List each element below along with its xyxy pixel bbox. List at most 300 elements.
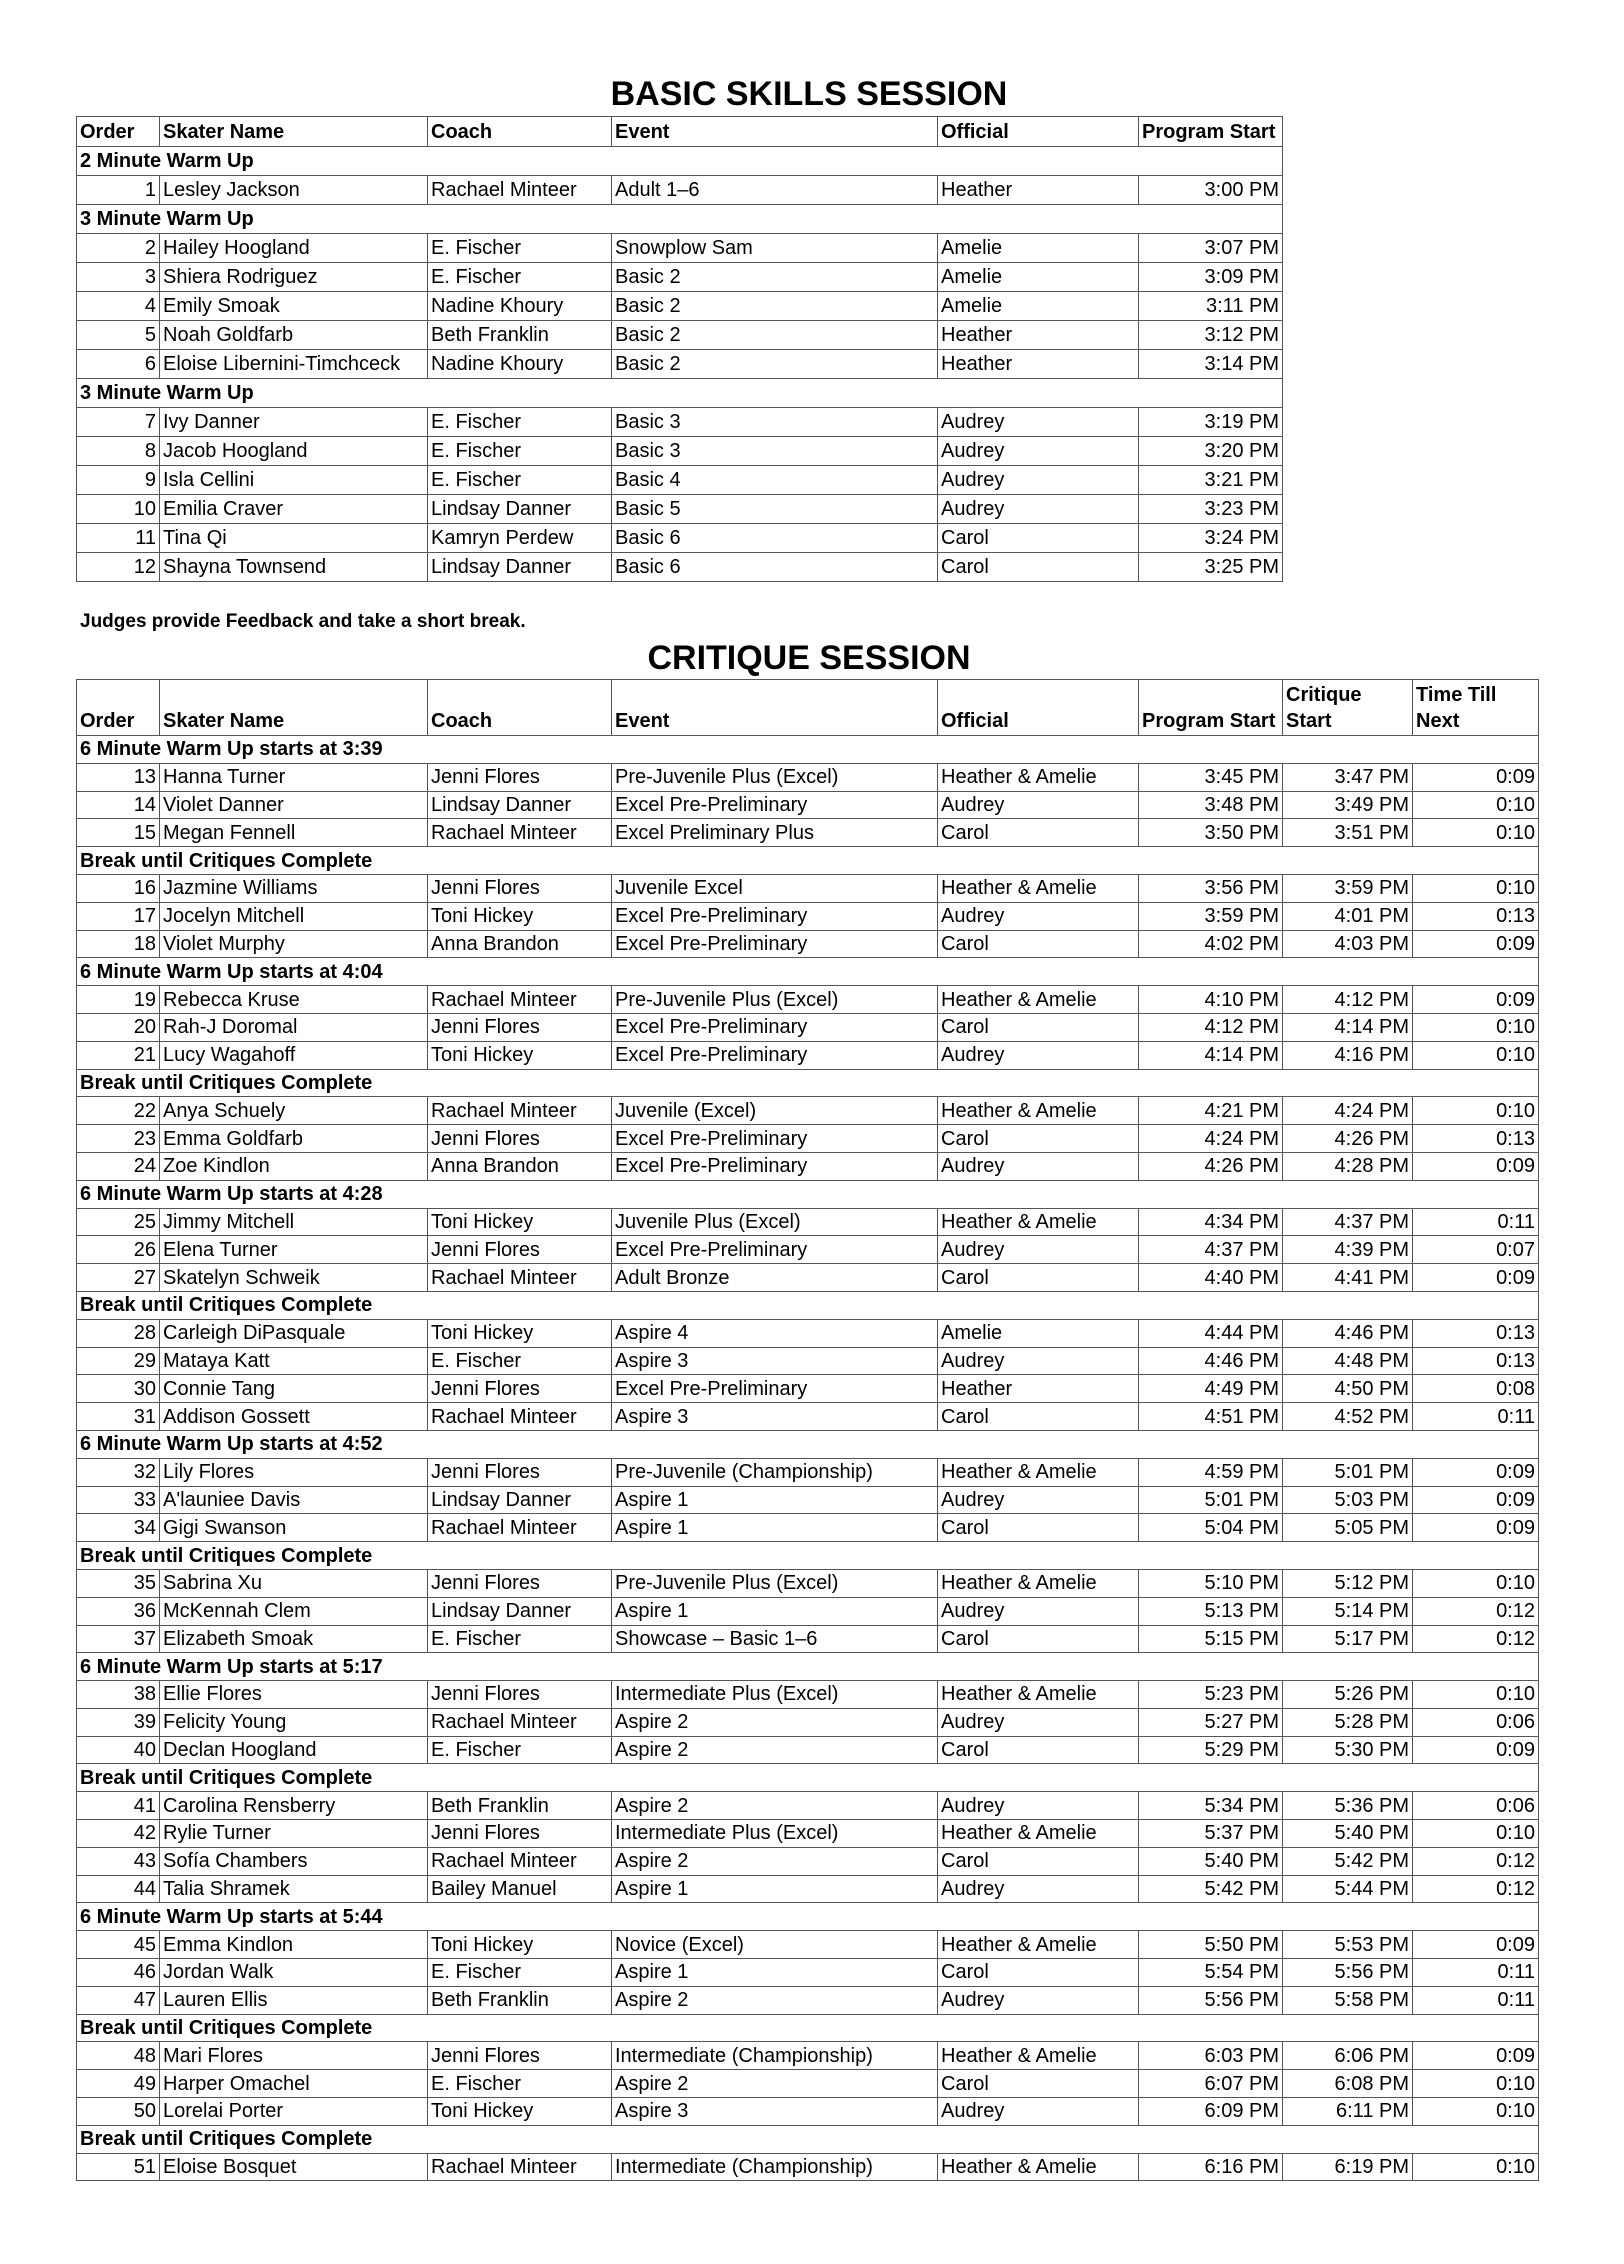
time-till-next-cell: 0:06 <box>1413 1708 1539 1736</box>
order-cell: 38 <box>77 1681 160 1709</box>
col-header-coach: Coach <box>428 680 612 736</box>
time-till-next-cell: 0:09 <box>1413 2042 1539 2070</box>
coach-cell: E. Fischer <box>428 234 612 263</box>
coach-cell: Jenni Flores <box>428 874 612 902</box>
critique-start-cell: 3:59 PM <box>1283 874 1413 902</box>
program-start-cell: 5:15 PM <box>1139 1625 1283 1653</box>
time-till-next-cell: 0:10 <box>1413 791 1539 819</box>
table-header-row <box>77 117 1283 147</box>
time-till-next-cell: 0:12 <box>1413 1597 1539 1625</box>
coach-cell: Bailey Manuel <box>428 1875 612 1903</box>
skater-name-cell: Elena Turner <box>160 1236 428 1264</box>
table-row <box>77 321 1283 350</box>
program-start-cell: 4:40 PM <box>1139 1264 1283 1292</box>
table-row <box>77 466 1283 495</box>
official-cell: Heather & Amelie <box>938 2042 1139 2070</box>
official-cell: Carol <box>938 1625 1139 1653</box>
warm-up-label: 6 Minute Warm Up starts at 3:39 <box>77 736 1539 764</box>
warm-up-label: 6 Minute Warm Up starts at 5:44 <box>77 1903 1539 1931</box>
table-row <box>77 930 1539 958</box>
order-cell: 40 <box>77 1736 160 1764</box>
official-cell: Amelie <box>938 234 1139 263</box>
critique-start-cell: 4:52 PM <box>1283 1403 1413 1431</box>
program-start-cell: 5:42 PM <box>1139 1875 1283 1903</box>
event-cell: Aspire 2 <box>612 1792 938 1820</box>
coach-cell: Jenni Flores <box>428 1681 612 1709</box>
program-start-cell: 5:40 PM <box>1139 1847 1283 1875</box>
coach-cell: Lindsay Danner <box>428 791 612 819</box>
critique-start-cell: 4:16 PM <box>1283 1041 1413 1069</box>
official-cell: Heather & Amelie <box>938 874 1139 902</box>
coach-cell: Rachael Minteer <box>428 1097 612 1125</box>
coach-cell: Jenni Flores <box>428 1458 612 1486</box>
program-start-cell: 5:50 PM <box>1139 1931 1283 1959</box>
skater-name-cell: Harper Omachel <box>160 2070 428 2098</box>
skater-name-cell: Isla Cellini <box>160 466 428 495</box>
critique-start-cell: 4:39 PM <box>1283 1236 1413 1264</box>
table-row <box>77 1375 1539 1403</box>
program-start-cell: 5:34 PM <box>1139 1792 1283 1820</box>
official-cell: Heather & Amelie <box>938 763 1139 791</box>
critique-start-cell: 5:28 PM <box>1283 1708 1413 1736</box>
table-row <box>77 1736 1539 1764</box>
col-header-program-start: Program Start <box>1139 117 1283 147</box>
order-cell: 11 <box>77 524 160 553</box>
program-start-cell: 4:21 PM <box>1139 1097 1283 1125</box>
official-cell: Carol <box>938 1013 1139 1041</box>
time-till-next-cell: 0:10 <box>1413 819 1539 847</box>
time-till-next-cell: 0:09 <box>1413 1152 1539 1180</box>
skater-name-cell: Elizabeth Smoak <box>160 1625 428 1653</box>
program-start-cell: 4:49 PM <box>1139 1375 1283 1403</box>
event-cell: Aspire 2 <box>612 2070 938 2098</box>
program-start-cell: 3:21 PM <box>1139 466 1283 495</box>
program-start-cell: 5:56 PM <box>1139 1986 1283 2014</box>
event-cell: Basic 2 <box>612 263 938 292</box>
table-row <box>77 763 1539 791</box>
col-header-event: Event <box>612 117 938 147</box>
order-cell: 46 <box>77 1959 160 1987</box>
skater-name-cell: Sabrina Xu <box>160 1569 428 1597</box>
critique-start-cell: 4:24 PM <box>1283 1097 1413 1125</box>
official-cell: Audrey <box>938 1041 1139 1069</box>
official-cell: Heather & Amelie <box>938 1458 1139 1486</box>
skater-name-cell: Noah Goldfarb <box>160 321 428 350</box>
coach-cell: Rachael Minteer <box>428 1403 612 1431</box>
official-cell: Carol <box>938 1125 1139 1153</box>
official-cell: Audrey <box>938 1792 1139 1820</box>
coach-cell: Lindsay Danner <box>428 495 612 524</box>
official-cell: Heather & Amelie <box>938 1097 1139 1125</box>
coach-cell: Toni Hickey <box>428 1319 612 1347</box>
order-cell: 32 <box>77 1458 160 1486</box>
order-cell: 13 <box>77 763 160 791</box>
skater-name-cell: Emma Goldfarb <box>160 1125 428 1153</box>
time-till-next-cell: 0:11 <box>1413 1403 1539 1431</box>
table-row <box>77 1986 1539 2014</box>
table-header-row <box>77 680 1539 736</box>
skater-name-cell: Jordan Walk <box>160 1959 428 1987</box>
col-header-order: Order <box>77 680 160 736</box>
critique-start-cell: 5:14 PM <box>1283 1597 1413 1625</box>
event-cell: Intermediate (Championship) <box>612 2042 938 2070</box>
table-row <box>77 524 1283 553</box>
skater-name-cell: Connie Tang <box>160 1375 428 1403</box>
coach-cell: Beth Franklin <box>428 1792 612 1820</box>
skater-name-cell: Carolina Rensberry <box>160 1792 428 1820</box>
critique-start-cell: 3:47 PM <box>1283 763 1413 791</box>
skater-name-cell: Addison Gossett <box>160 1403 428 1431</box>
order-cell: 49 <box>77 2070 160 2098</box>
order-cell: 14 <box>77 791 160 819</box>
coach-cell: Kamryn Perdew <box>428 524 612 553</box>
skater-name-cell: Jazmine Williams <box>160 874 428 902</box>
time-till-next-cell: 0:10 <box>1413 1097 1539 1125</box>
skater-name-cell: Lauren Ellis <box>160 1986 428 2014</box>
order-cell: 4 <box>77 292 160 321</box>
coach-cell: Toni Hickey <box>428 2098 612 2126</box>
program-start-cell: 4:34 PM <box>1139 1208 1283 1236</box>
order-cell: 39 <box>77 1708 160 1736</box>
section-divider-row <box>77 958 1539 986</box>
event-cell: Excel Preliminary Plus <box>612 819 938 847</box>
table-row <box>77 986 1539 1014</box>
event-cell: Excel Pre-Preliminary <box>612 791 938 819</box>
event-cell: Aspire 1 <box>612 1959 938 1987</box>
program-start-cell: 6:07 PM <box>1139 2070 1283 2098</box>
coach-cell: Anna Brandon <box>428 1152 612 1180</box>
coach-cell: E. Fischer <box>428 1736 612 1764</box>
event-cell: Adult 1–6 <box>612 176 938 205</box>
table-row <box>77 1931 1539 1959</box>
official-cell: Audrey <box>938 1986 1139 2014</box>
section-divider-row <box>77 736 1539 764</box>
order-cell: 44 <box>77 1875 160 1903</box>
order-cell: 51 <box>77 2153 160 2181</box>
skater-name-cell: Declan Hoogland <box>160 1736 428 1764</box>
order-cell: 31 <box>77 1403 160 1431</box>
critique-start-cell: 3:51 PM <box>1283 819 1413 847</box>
program-start-cell: 4:46 PM <box>1139 1347 1283 1375</box>
table-row <box>77 1264 1539 1292</box>
event-cell: Excel Pre-Preliminary <box>612 1152 938 1180</box>
skater-name-cell: Megan Fennell <box>160 819 428 847</box>
order-cell: 45 <box>77 1931 160 1959</box>
coach-cell: Rachael Minteer <box>428 176 612 205</box>
order-cell: 20 <box>77 1013 160 1041</box>
order-cell: 47 <box>77 1986 160 2014</box>
coach-cell: Rachael Minteer <box>428 819 612 847</box>
skater-name-cell: Mari Flores <box>160 2042 428 2070</box>
event-cell: Aspire 2 <box>612 1847 938 1875</box>
official-cell: Audrey <box>938 466 1139 495</box>
table-row <box>77 1514 1539 1542</box>
event-cell: Juvenile (Excel) <box>612 1097 938 1125</box>
coach-cell: Jenni Flores <box>428 763 612 791</box>
coach-cell: Nadine Khoury <box>428 292 612 321</box>
warm-up-label: Break until Critiques Complete <box>77 1291 1539 1319</box>
program-start-cell: 4:26 PM <box>1139 1152 1283 1180</box>
skater-name-cell: Jimmy Mitchell <box>160 1208 428 1236</box>
table-row <box>77 495 1283 524</box>
event-cell: Aspire 1 <box>612 1875 938 1903</box>
program-start-cell: 3:19 PM <box>1139 408 1283 437</box>
section-divider-row <box>77 147 1283 176</box>
order-cell: 37 <box>77 1625 160 1653</box>
order-cell: 12 <box>77 553 160 582</box>
coach-cell: Jenni Flores <box>428 1375 612 1403</box>
table-row <box>77 2153 1539 2181</box>
coach-cell: Rachael Minteer <box>428 1264 612 1292</box>
basic-skills-table <box>76 116 1283 582</box>
program-start-cell: 5:04 PM <box>1139 1514 1283 1542</box>
col-header-skater-name: Skater Name <box>160 680 428 736</box>
time-till-next-cell: 0:09 <box>1413 1514 1539 1542</box>
skater-name-cell: Felicity Young <box>160 1708 428 1736</box>
time-till-next-cell: 0:10 <box>1413 1681 1539 1709</box>
skater-name-cell: Emilia Craver <box>160 495 428 524</box>
official-cell: Carol <box>938 524 1139 553</box>
warm-up-label: 6 Minute Warm Up starts at 5:17 <box>77 1653 1539 1681</box>
critique-start-cell: 5:56 PM <box>1283 1959 1413 1987</box>
coach-cell: Toni Hickey <box>428 1931 612 1959</box>
critique-start-cell: 6:19 PM <box>1283 2153 1413 2181</box>
program-start-cell: 3:09 PM <box>1139 263 1283 292</box>
official-cell: Audrey <box>938 1708 1139 1736</box>
basic-session-title: BASIC SKILLS SESSION <box>610 75 1008 113</box>
order-cell: 36 <box>77 1597 160 1625</box>
table-row <box>77 1097 1539 1125</box>
time-till-next-cell: 0:10 <box>1413 1569 1539 1597</box>
event-cell: Aspire 1 <box>612 1486 938 1514</box>
program-start-cell: 3:59 PM <box>1139 902 1283 930</box>
event-cell: Excel Pre-Preliminary <box>612 1041 938 1069</box>
program-start-cell: 4:51 PM <box>1139 1403 1283 1431</box>
event-cell: Intermediate (Championship) <box>612 2153 938 2181</box>
official-cell: Audrey <box>938 791 1139 819</box>
section-divider-row <box>77 1291 1539 1319</box>
col-header-official: Official <box>938 117 1139 147</box>
official-cell: Audrey <box>938 1236 1139 1264</box>
table-row <box>77 350 1283 379</box>
coach-cell: Nadine Khoury <box>428 350 612 379</box>
col-header-critique-start: Critique Start <box>1283 680 1413 736</box>
time-till-next-cell: 0:09 <box>1413 986 1539 1014</box>
event-cell: Juvenile Excel <box>612 874 938 902</box>
event-cell: Basic 2 <box>612 350 938 379</box>
critique-session-title: CRITIQUE SESSION <box>647 639 971 677</box>
program-start-cell: 5:10 PM <box>1139 1569 1283 1597</box>
order-cell: 34 <box>77 1514 160 1542</box>
time-till-next-cell: 0:09 <box>1413 930 1539 958</box>
time-till-next-cell: 0:10 <box>1413 2153 1539 2181</box>
official-cell: Heather & Amelie <box>938 1681 1139 1709</box>
event-cell: Aspire 3 <box>612 1347 938 1375</box>
skater-name-cell: Jocelyn Mitchell <box>160 902 428 930</box>
table-row <box>77 819 1539 847</box>
program-start-cell: 3:56 PM <box>1139 874 1283 902</box>
order-cell: 5 <box>77 321 160 350</box>
order-cell: 26 <box>77 1236 160 1264</box>
basic-session-note: Judges provide Feedback and take a short break. <box>80 611 526 632</box>
section-divider-row <box>77 205 1283 234</box>
critique-start-cell: 4:48 PM <box>1283 1347 1413 1375</box>
official-cell: Carol <box>938 819 1139 847</box>
coach-cell: E. Fischer <box>428 2070 612 2098</box>
critique-start-cell: 5:36 PM <box>1283 1792 1413 1820</box>
critique-start-cell: 4:26 PM <box>1283 1125 1413 1153</box>
skater-name-cell: Hailey Hoogland <box>160 234 428 263</box>
critique-start-cell: 4:28 PM <box>1283 1152 1413 1180</box>
section-divider-row <box>77 2014 1539 2042</box>
skater-name-cell: Ivy Danner <box>160 408 428 437</box>
critique-table-body <box>77 736 1539 2181</box>
skater-name-cell: Carleigh DiPasquale <box>160 1319 428 1347</box>
skater-name-cell: Tina Qi <box>160 524 428 553</box>
program-start-cell: 3:24 PM <box>1139 524 1283 553</box>
critique-start-cell: 6:11 PM <box>1283 2098 1413 2126</box>
coach-cell: E. Fischer <box>428 1347 612 1375</box>
official-cell: Carol <box>938 1959 1139 1987</box>
official-cell: Audrey <box>938 902 1139 930</box>
table-row <box>77 1208 1539 1236</box>
program-start-cell: 4:12 PM <box>1139 1013 1283 1041</box>
table-row <box>77 176 1283 205</box>
event-cell: Basic 6 <box>612 524 938 553</box>
critique-start-cell: 5:12 PM <box>1283 1569 1413 1597</box>
critique-start-cell: 4:46 PM <box>1283 1319 1413 1347</box>
order-cell: 33 <box>77 1486 160 1514</box>
skater-name-cell: Eloise Libernini-Timchceck <box>160 350 428 379</box>
section-divider-row <box>77 1764 1539 1792</box>
program-start-cell: 3:11 PM <box>1139 292 1283 321</box>
skater-name-cell: Talia Shramek <box>160 1875 428 1903</box>
coach-cell: Jenni Flores <box>428 2042 612 2070</box>
official-cell: Carol <box>938 1736 1139 1764</box>
program-start-cell: 4:02 PM <box>1139 930 1283 958</box>
skater-name-cell: Eloise Bosquet <box>160 2153 428 2181</box>
warm-up-label: Break until Critiques Complete <box>77 1069 1539 1097</box>
coach-cell: Lindsay Danner <box>428 553 612 582</box>
table-row <box>77 292 1283 321</box>
event-cell: Excel Pre-Preliminary <box>612 902 938 930</box>
program-start-cell: 5:37 PM <box>1139 1820 1283 1848</box>
time-till-next-cell: 0:13 <box>1413 902 1539 930</box>
event-cell: Pre-Juvenile Plus (Excel) <box>612 763 938 791</box>
order-cell: 10 <box>77 495 160 524</box>
skater-name-cell: Lorelai Porter <box>160 2098 428 2126</box>
coach-cell: E. Fischer <box>428 263 612 292</box>
section-divider-row <box>77 379 1283 408</box>
skater-name-cell: Skatelyn Schweik <box>160 1264 428 1292</box>
order-cell: 41 <box>77 1792 160 1820</box>
warm-up-label: 3 Minute Warm Up <box>77 205 1283 234</box>
official-cell: Heather & Amelie <box>938 1931 1139 1959</box>
skater-name-cell: Lesley Jackson <box>160 176 428 205</box>
time-till-next-cell: 0:12 <box>1413 1875 1539 1903</box>
program-start-cell: 5:29 PM <box>1139 1736 1283 1764</box>
official-cell: Carol <box>938 553 1139 582</box>
event-cell: Pre-Juvenile (Championship) <box>612 1458 938 1486</box>
official-cell: Audrey <box>938 437 1139 466</box>
order-cell: 29 <box>77 1347 160 1375</box>
table-row <box>77 1125 1539 1153</box>
official-cell: Heather & Amelie <box>938 1820 1139 1848</box>
section-divider-row <box>77 847 1539 875</box>
skater-name-cell: Lily Flores <box>160 1458 428 1486</box>
program-start-cell: 3:50 PM <box>1139 819 1283 847</box>
col-header-order: Order <box>77 117 160 147</box>
official-cell: Heather & Amelie <box>938 1569 1139 1597</box>
skater-name-cell: McKennah Clem <box>160 1597 428 1625</box>
order-cell: 7 <box>77 408 160 437</box>
time-till-next-cell: 0:09 <box>1413 1931 1539 1959</box>
event-cell: Excel Pre-Preliminary <box>612 1125 938 1153</box>
time-till-next-cell: 0:11 <box>1413 1986 1539 2014</box>
program-start-cell: 4:14 PM <box>1139 1041 1283 1069</box>
official-cell: Carol <box>938 930 1139 958</box>
table-row <box>77 1959 1539 1987</box>
coach-cell: Lindsay Danner <box>428 1486 612 1514</box>
event-cell: Aspire 3 <box>612 2098 938 2126</box>
order-cell: 25 <box>77 1208 160 1236</box>
critique-start-cell: 4:03 PM <box>1283 930 1413 958</box>
warm-up-label: Break until Critiques Complete <box>77 2125 1539 2153</box>
time-till-next-cell: 0:10 <box>1413 2098 1539 2126</box>
critique-start-cell: 6:08 PM <box>1283 2070 1413 2098</box>
table-row <box>77 791 1539 819</box>
critique-start-cell: 5:17 PM <box>1283 1625 1413 1653</box>
coach-cell: E. Fischer <box>428 1959 612 1987</box>
order-cell: 3 <box>77 263 160 292</box>
order-cell: 16 <box>77 874 160 902</box>
coach-cell: Jenni Flores <box>428 1013 612 1041</box>
critique-start-cell: 5:05 PM <box>1283 1514 1413 1542</box>
col-header-coach: Coach <box>428 117 612 147</box>
order-cell: 15 <box>77 819 160 847</box>
skater-name-cell: Jacob Hoogland <box>160 437 428 466</box>
order-cell: 18 <box>77 930 160 958</box>
official-cell: Audrey <box>938 1875 1139 1903</box>
official-cell: Carol <box>938 1403 1139 1431</box>
coach-cell: E. Fischer <box>428 466 612 495</box>
skater-name-cell: Emma Kindlon <box>160 1931 428 1959</box>
skater-name-cell: Violet Murphy <box>160 930 428 958</box>
critique-start-cell: 5:53 PM <box>1283 1931 1413 1959</box>
time-till-next-cell: 0:09 <box>1413 1486 1539 1514</box>
program-start-cell: 3:20 PM <box>1139 437 1283 466</box>
time-till-next-cell: 0:09 <box>1413 1264 1539 1292</box>
event-cell: Showcase – Basic 1–6 <box>612 1625 938 1653</box>
event-cell: Pre-Juvenile Plus (Excel) <box>612 986 938 1014</box>
table-row <box>77 2070 1539 2098</box>
order-cell: 23 <box>77 1125 160 1153</box>
skater-name-cell: Rylie Turner <box>160 1820 428 1848</box>
coach-cell: Lindsay Danner <box>428 1597 612 1625</box>
coach-cell: Rachael Minteer <box>428 1514 612 1542</box>
section-divider-row <box>77 1653 1539 1681</box>
official-cell: Audrey <box>938 495 1139 524</box>
event-cell: Basic 3 <box>612 408 938 437</box>
skater-name-cell: Sofía Chambers <box>160 1847 428 1875</box>
skater-name-cell: Mataya Katt <box>160 1347 428 1375</box>
table-row <box>77 1486 1539 1514</box>
skater-name-cell: Gigi Swanson <box>160 1514 428 1542</box>
coach-cell: Jenni Flores <box>428 1125 612 1153</box>
order-cell: 2 <box>77 234 160 263</box>
col-header-official: Official <box>938 680 1139 736</box>
order-cell: 8 <box>77 437 160 466</box>
